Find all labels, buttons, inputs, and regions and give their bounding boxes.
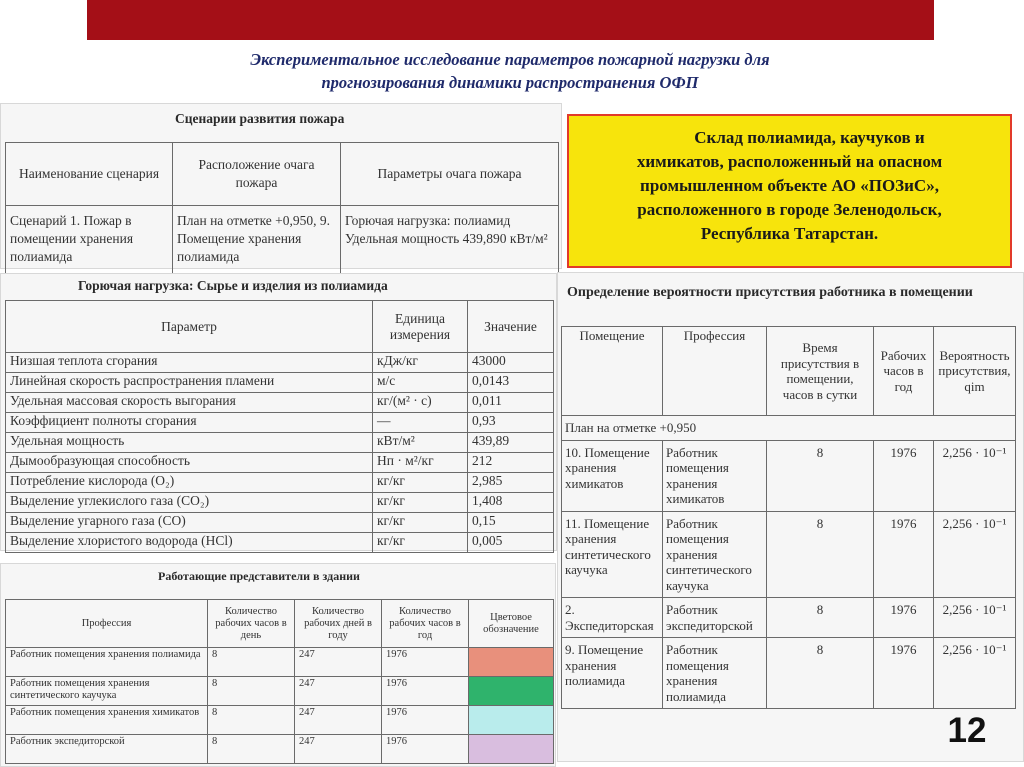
table-header-row	[6, 143, 559, 206]
column-header: Расположение очага пожара	[173, 143, 341, 206]
staff-table-caption: Работающие представители в здании	[158, 569, 360, 583]
table-cell: 247	[295, 706, 382, 735]
column-header: Рабочих часов в год	[874, 327, 934, 416]
color-swatch-cell	[469, 735, 554, 764]
slide-title-line-1: Экспериментальное исследование параметров пожарной нагрузки для	[250, 50, 770, 69]
table-cell: Работник помещения хранения синтетического каучука	[663, 511, 767, 598]
table-header-row	[6, 600, 554, 648]
table-cell: Работник помещения хранения химикатов	[6, 706, 208, 735]
combustible-table-caption: Горючая нагрузка: Сырье и изделия из полиамида	[78, 278, 388, 293]
table-row	[6, 353, 554, 373]
table-cell: 2,256 · 10⁻¹	[934, 638, 1016, 709]
table-cell: 1976	[382, 706, 469, 735]
table-row	[6, 473, 554, 493]
column-header: Вероятность присутствия, qim	[934, 327, 1016, 416]
color-swatch	[469, 677, 553, 705]
table-cell: 43000	[468, 353, 554, 373]
highlight-line: химикатов, расположенный на опасном	[636, 152, 943, 171]
table-cell: 2,256 · 10⁻¹	[934, 511, 1016, 598]
table-row	[6, 433, 554, 453]
table-row	[6, 533, 554, 553]
table-cell: 9. Помещение хранения полиамида	[562, 638, 663, 709]
table-row	[6, 493, 554, 513]
column-header: Параметры очага пожара	[341, 143, 559, 206]
column-header: Параметр	[6, 301, 373, 353]
table-cell: кВт/м²	[373, 433, 468, 453]
table-cell: Нп · м²/кг	[373, 453, 468, 473]
table-cell: Работник помещения хранения полиамида	[6, 648, 208, 677]
table-cell: 1976	[874, 598, 934, 638]
table-cell: Работник экспедиторской	[6, 735, 208, 764]
table-cell: 247	[295, 735, 382, 764]
table-cell: Выделение углекислого газа (CO₂)	[6, 493, 373, 513]
table-row	[6, 206, 559, 278]
highlight-line: Склад полиамида, каучуков и	[694, 128, 925, 147]
probability-table-caption: Определение вероятности присутствия работника в помещении	[567, 285, 973, 300]
column-header: Время присутствия в помещении, часов в сутки	[767, 327, 874, 416]
table-cell: Работник помещения хранения полиамида	[663, 638, 767, 709]
color-swatch	[469, 735, 553, 763]
table-row	[562, 440, 1016, 511]
table-row	[6, 677, 554, 706]
table-cell: Удельная мощность	[6, 433, 373, 453]
column-header: Количество рабочих дней в году	[295, 600, 382, 648]
table-row	[6, 373, 554, 393]
table-cell: 1976	[382, 677, 469, 706]
table-cell: Линейная скорость распространения пламени	[6, 373, 373, 393]
table-cell: 8	[767, 511, 874, 598]
table-cell: Работник помещения хранения химикатов	[663, 440, 767, 511]
table-cell: 1976	[382, 648, 469, 677]
table-cell: 0,15	[468, 513, 554, 533]
table-cell: кг/кг	[373, 493, 468, 513]
table-cell: Выделение хлористого водорода (HCl)	[6, 533, 373, 553]
table-cell: 1976	[874, 638, 934, 709]
column-header: Наименование сценария	[6, 143, 173, 206]
column-header: Помещение	[562, 327, 663, 416]
staff-table	[5, 599, 554, 764]
table-cell: —	[373, 413, 468, 433]
table-row	[6, 513, 554, 533]
table-cell: 0,0143	[468, 373, 554, 393]
column-header: Количество рабочих часов в год	[382, 600, 469, 648]
highlight-line: расположенного в городе Зеленодольск,	[637, 200, 942, 219]
column-header: Профессия	[663, 327, 767, 416]
table-header-row	[6, 301, 554, 353]
table-row	[6, 706, 554, 735]
color-swatch-cell	[469, 648, 554, 677]
page-number: 12	[947, 711, 987, 750]
table-cell: 10. Помещение хранения химикатов	[562, 440, 663, 511]
table-cell: 1,408	[468, 493, 554, 513]
table-cell: кДж/кг	[373, 353, 468, 373]
table-cell: кг/кг	[373, 473, 468, 493]
table-row	[6, 393, 554, 413]
scenario-table-caption: Сценарии развития пожара	[175, 111, 345, 126]
top-accent-bar	[87, 0, 934, 40]
column-header: Значение	[468, 301, 554, 353]
table-cell: Работник экспедиторской	[663, 598, 767, 638]
table-cell: 1976	[382, 735, 469, 764]
column-header: Количество рабочих часов в день	[208, 600, 295, 648]
table-cell: 8	[767, 638, 874, 709]
table-cell: Коэффициент полноты сгорания	[6, 413, 373, 433]
table-cell: Работник помещения хранения синтетического каучука	[6, 677, 208, 706]
table-cell: План на отметке +0,950, 9. Помещение хранения полиамида	[173, 206, 341, 278]
table-cell: Горючая нагрузка: полиамид Удельная мощность 439,890 кВт/м²	[341, 206, 559, 278]
table-cell: кг/кг	[373, 533, 468, 553]
table-cell: кг/кг	[373, 513, 468, 533]
slide-title	[100, 48, 920, 94]
table-cell: 8	[767, 440, 874, 511]
table-header-row	[562, 327, 1016, 416]
table-cell: 8	[208, 706, 295, 735]
table-cell: Удельная массовая скорость выгорания	[6, 393, 373, 413]
table-row	[562, 638, 1016, 709]
table-row	[6, 453, 554, 473]
table-cell: 2. Экспедиторская	[562, 598, 663, 638]
color-swatch	[469, 706, 553, 734]
table-cell: Потребление кислорода (O₂)	[6, 473, 373, 493]
color-swatch-cell	[469, 706, 554, 735]
table-cell: 212	[468, 453, 554, 473]
table-row	[6, 735, 554, 764]
highlight-line: Республика Татарстан.	[700, 224, 879, 243]
table-cell: 247	[295, 648, 382, 677]
table-row	[562, 511, 1016, 598]
table-cell: 1976	[874, 511, 934, 598]
table-cell: м/с	[373, 373, 468, 393]
column-header: Профессия	[6, 600, 208, 648]
table-cell: 11. Помещение хранения синтетического каучука	[562, 511, 663, 598]
table-cell: кг/(м² · с)	[373, 393, 468, 413]
table-cell: Дымообразующая способность	[6, 453, 373, 473]
table-cell: 8	[767, 598, 874, 638]
table-cell: 439,89	[468, 433, 554, 453]
column-header: Единица измерения	[373, 301, 468, 353]
table-cell: 247	[295, 677, 382, 706]
combustible-table	[5, 300, 554, 553]
slide-title-line-2: прогнозирования динамики распространения ОФП	[321, 73, 699, 92]
table-row	[6, 413, 554, 433]
facility-highlight-box	[567, 114, 1012, 268]
table-cell: 8	[208, 677, 295, 706]
table-row	[562, 598, 1016, 638]
table-row	[6, 648, 554, 677]
highlight-line: промышленном объекте АО «ПОЗиС»,	[640, 176, 939, 195]
column-header: Цветовое обозначение	[469, 600, 554, 648]
group-row	[562, 416, 1016, 441]
table-cell: 1976	[874, 440, 934, 511]
table-cell: 0,93	[468, 413, 554, 433]
table-cell: Низшая теплота сгорания	[6, 353, 373, 373]
group-label: План на отметке +0,950	[562, 416, 1016, 441]
table-cell: 2,256 · 10⁻¹	[934, 440, 1016, 511]
table-cell: 0,011	[468, 393, 554, 413]
table-cell: 8	[208, 648, 295, 677]
table-cell: 8	[208, 735, 295, 764]
probability-table	[561, 326, 1016, 709]
table-cell: 2,985	[468, 473, 554, 493]
color-swatch	[469, 648, 553, 676]
table-cell: 0,005	[468, 533, 554, 553]
table-cell: Выделение угарного газа (CO)	[6, 513, 373, 533]
scenario-table	[5, 142, 559, 278]
table-cell: Сценарий 1. Пожар в помещении хранения полиамида	[6, 206, 173, 278]
color-swatch-cell	[469, 677, 554, 706]
table-cell: 2,256 · 10⁻¹	[934, 598, 1016, 638]
